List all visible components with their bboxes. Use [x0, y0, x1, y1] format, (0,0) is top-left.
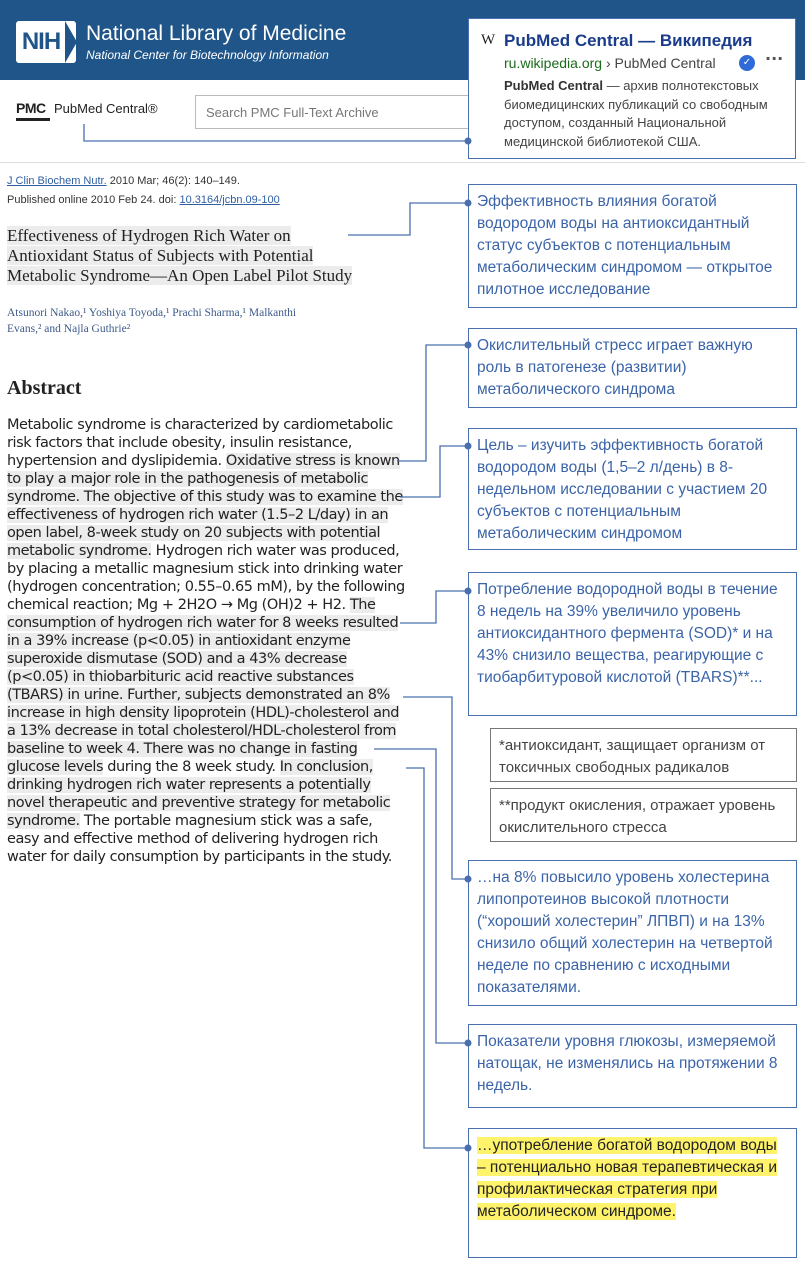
wikipedia-snippet: [504, 77, 794, 151]
wikipedia-title[interactable]: PubMed Central — Википедия: [504, 31, 753, 50]
published-line: [7, 194, 280, 206]
abstract-sentence-highlighted: The consumption of hydrogen rich water for 8 weeks resulted in a 39% increase (p<0.05) in antioxidant enzyme superoxide dismutase (SOD) and a 43% decrease (p<0.05) in thiobarbituric acid reactive substances (TBARS) in urine. Further, subjects demonstrated an 8% increase in high density lipoprotein (HDL)-cholesterol and a 13% decrease in total cholesterol/HDL-cholesterol from baseline to week 4. There was no change in fasting glucose levels: [7, 597, 400, 775]
authors-line[interactable]: Evans,² and Najla Guthrie²: [7, 323, 131, 335]
ncbi-subtitle: National Center for Biotechnology Information: [86, 48, 329, 62]
pmc-logo[interactable]: [16, 96, 166, 126]
author-list[interactable]: [7, 305, 387, 337]
pmc-logo-underline: [16, 118, 50, 121]
header-divider: [0, 162, 805, 163]
wikipedia-card[interactable]: [468, 18, 796, 159]
callout-objective: Цель – изучить эффективность богатой водородом воды (1,5–2 л/день) в 8-недельном исследовании с участием 20 субъектов с потенциальным метаболическим синдромом: [468, 428, 797, 550]
authors-line[interactable]: Atsunori Nakao,¹ Yoshiya Toyoda,¹ Prachi Sharma,¹ Malkanthi: [7, 307, 297, 319]
abstract-body: [7, 416, 407, 866]
pmc-mark: PMC: [16, 100, 46, 116]
nih-logo-arrow-icon: [65, 21, 77, 63]
title-line: Metabolic Syndrome—An Open Label Pilot Study: [7, 266, 353, 285]
pmc-name: PubMed Central®: [54, 101, 158, 116]
connector-sod: [400, 591, 468, 623]
connector-conclusion: [406, 768, 468, 1148]
abstract-sentence: Hydrogen rich water was produced, by placing a metallic magnesium stick into drinking water (hydrogen concentration; 0.55–0.65 mM), by the following chemical reaction; Mg + 2H2O → Mg (OH)2 + H2.: [7, 543, 405, 613]
abstract-sentence: The portable magnesium stick was a safe, easy and effective method of delivering hydrogen rich water for daily consumption by participants in the study.: [7, 813, 392, 865]
callout-sod-tbars: Потребление водородной воды в течение 8 недель на 39% увеличило уровень антиоксидантного фермента (SOD)* и на 43% снизило вещества, реагирующие с тиобарбитуровой кислотой (TBARS)**...: [468, 572, 797, 716]
abstract-sentence: during the 8 week study.: [103, 759, 280, 775]
wikipedia-crumb: › PubMed Central: [602, 55, 716, 71]
title-line: Antioxidant Status of Subjects with Potential: [7, 246, 314, 265]
callout-title-translation: Эффективность влияния богатой водородом воды на антиоксидантный статус субъектов с потенциальным метаболическим синдромом — открытое пилотное исследование: [468, 184, 797, 308]
abstract-heading: Abstract: [7, 377, 82, 399]
callout-oxidative-stress: Окислительный стресс играет важную роль в патогенезе (развитии) метаболического синдрома: [468, 328, 797, 408]
doi-link[interactable]: 10.3164/jcbn.09-100: [179, 194, 280, 206]
nih-logo[interactable]: [16, 21, 76, 63]
article-title: [7, 226, 427, 286]
verified-check-icon: ✓: [739, 55, 755, 71]
nlm-title[interactable]: National Library of Medicine: [86, 22, 347, 45]
journal-link[interactable]: J Clin Biochem Nutr.: [7, 175, 107, 187]
search-input[interactable]: [195, 95, 475, 129]
citation-details: 2010 Mar; 46(2): 140–149.: [106, 175, 240, 187]
wikipedia-url: [504, 55, 716, 71]
wikipedia-domain: ru.wikipedia.org: [504, 55, 603, 71]
wikipedia-snippet-text: — архив полнотекстовых биомедицинских публикаций со свободным доступом, созданный Национальной медицинской библиотекой США.: [504, 78, 768, 149]
connector-objective: [400, 446, 468, 497]
connector-hdl: [403, 697, 468, 879]
connector-oxidative: [397, 345, 468, 461]
abstract-sentence-highlighted: Oxidative stress is known to play a major role in the pathogenesis of metabolic syndrome. The objective of this study was to examine the effectiveness of hydrogen rich water (1.5–2 L/day) in an open label, 8-week study on 20 subjects with potential metabolic syndrome.: [7, 453, 403, 559]
footnote-sod: *антиоксидант, защищает организм от токсичных свободных радикалов: [490, 728, 797, 782]
more-options-icon[interactable]: ···: [765, 49, 784, 68]
callout-conclusion: [468, 1128, 797, 1258]
published-prefix: Published online 2010 Feb 24. doi:: [7, 194, 180, 206]
abstract-sentence: Metabolic syndrome is characterized by cardiometabolic risk factors that include obesity, insulin resistance, hypertension and dyslipidemia.: [7, 417, 393, 469]
callout-glucose: Показатели уровня глюкозы, измеряемой натощак, не изменялись на протяжении 8 недель.: [468, 1024, 797, 1108]
callout-hdl: …на 8% повысило уровень холестерина липопротеинов высокой плотности (“хороший холестерин” ЛПВП) и на 13% снизило общий холестерин на четвертой неделе по сравнению с исходными показателями.: [468, 860, 797, 1006]
nih-logo-text: NIH: [21, 28, 61, 55]
wikipedia-snippet-bold: PubMed Central: [504, 78, 603, 93]
footnote-tbars: **продукт окисления, отражает уровень окислительного стресса: [490, 788, 797, 842]
callout-conclusion-text: …употребление богатой водородом воды – потенциально новая терапевтическая и профилактическая стратегия при метаболическом синдроме.: [477, 1137, 778, 1220]
abstract-sentence-highlighted: In conclusion, drinking hydrogen rich water represents a potentially novel therapeutic and preventive strategy for metabolic syndrome.: [7, 759, 391, 829]
title-line: Effectiveness of Hydrogen Rich Water on: [7, 226, 291, 245]
journal-citation: [7, 175, 240, 187]
wikipedia-icon: W: [481, 32, 496, 48]
